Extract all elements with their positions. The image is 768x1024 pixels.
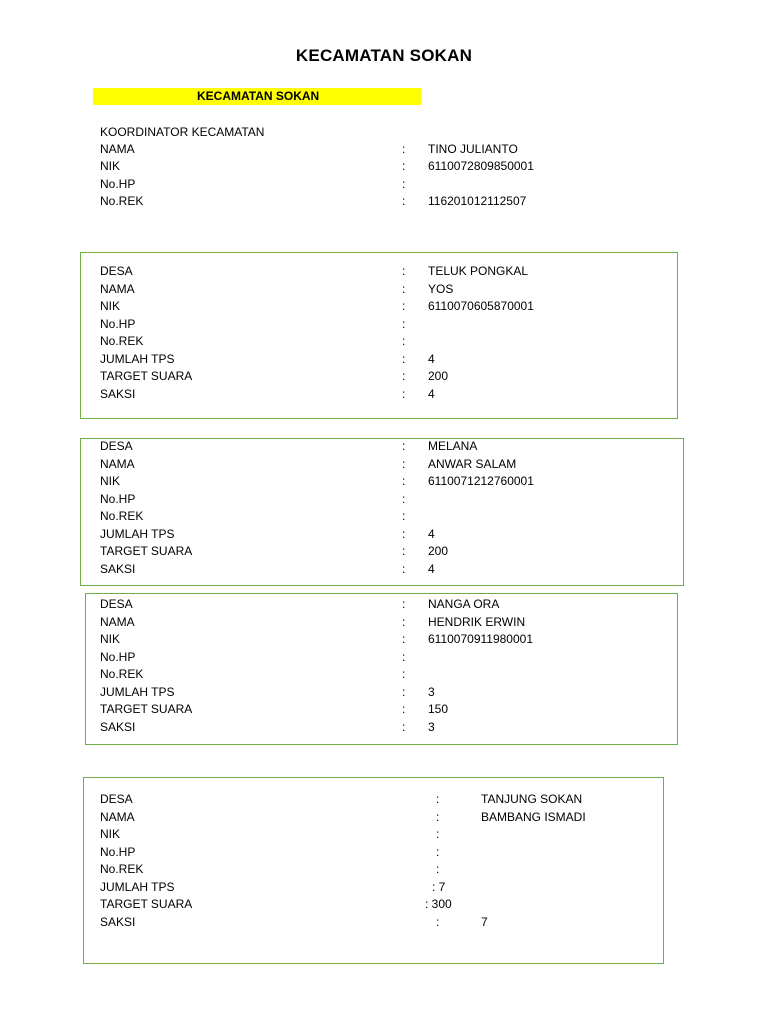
- row-value: 6110071212760001: [428, 474, 534, 488]
- row-label: No.HP: [100, 491, 136, 506]
- row-colon: :: [402, 194, 406, 208]
- village-1-row-desa: [100, 263, 700, 280]
- coordinator-row-nik: [100, 158, 700, 175]
- village-1-row-nama: [100, 281, 700, 298]
- row-value: MELANA: [428, 439, 478, 453]
- village-4-row-target-suara: [100, 896, 700, 913]
- row-colon: :: [402, 526, 406, 541]
- row-colon: :: [402, 264, 406, 278]
- row-value: 6110070605870001: [428, 299, 534, 313]
- row-label: TARGET SUARA: [100, 544, 193, 558]
- row-colon: :: [402, 632, 406, 646]
- row-colon: :: [436, 844, 440, 859]
- village-4-row-no-rek: [100, 861, 700, 878]
- row-colon: :: [402, 316, 406, 331]
- village-2-row-target-suara: [100, 543, 700, 560]
- village-1-row-target-suara: [100, 368, 700, 385]
- row-label: TARGET SUARA: [100, 897, 193, 911]
- row-label: NIK: [100, 632, 121, 646]
- row-colon: :: [402, 177, 406, 191]
- page-title: KECAMATAN SOKAN: [295, 46, 473, 65]
- coordinator-row-nama: [100, 141, 700, 158]
- row-label: SAKSI: [100, 914, 136, 929]
- row-label: DESA: [100, 439, 133, 453]
- row-value: TINO JULIANTO: [428, 142, 518, 156]
- row-label: SAKSI: [100, 386, 136, 401]
- row-label: NAMA: [100, 809, 135, 824]
- row-label: JUMLAH TPS: [100, 526, 175, 541]
- row-value: BAMBANG ISMADI: [481, 809, 586, 824]
- row-colon: :: [402, 369, 406, 383]
- village-4-row-jumlah-tps: [100, 879, 700, 896]
- row-colon: :: [402, 281, 406, 296]
- row-label: DESA: [100, 597, 133, 611]
- row-colon: :: [402, 561, 406, 576]
- row-label: JUMLAH TPS: [100, 879, 175, 894]
- row-colon: :: [402, 299, 406, 313]
- row-label: NIK: [100, 299, 121, 313]
- row-label: JUMLAH TPS: [100, 684, 175, 699]
- village-1-row-nik: [100, 298, 700, 315]
- row-colon: :: [402, 474, 406, 488]
- row-label: NAMA: [100, 142, 135, 156]
- row-value: 116201012112507: [428, 194, 527, 208]
- village-4-row-no-hp: [100, 844, 700, 861]
- row-label: NIK: [100, 827, 121, 841]
- row-colon: :: [402, 719, 406, 734]
- coordinator-heading: KOORDINATOR KECAMATAN: [100, 125, 265, 139]
- row-colon: :: [402, 159, 406, 173]
- village-2-row-nama: [100, 456, 700, 473]
- row-colon: : 7: [432, 879, 446, 894]
- row-label: NAMA: [100, 456, 135, 471]
- village-3-row-target-suara: [100, 701, 700, 718]
- row-value: 4: [428, 351, 435, 366]
- village-4-row-saksi: [100, 914, 700, 931]
- coordinator-row-rek: [100, 193, 700, 210]
- row-colon: :: [402, 491, 406, 506]
- row-colon: :: [402, 544, 406, 558]
- row-value: 3: [428, 719, 435, 734]
- row-colon: :: [402, 439, 406, 453]
- row-label: SAKSI: [100, 561, 136, 576]
- row-colon: :: [402, 597, 406, 611]
- village-3-row-saksi: [100, 719, 700, 736]
- village-3-row-nik: [100, 631, 700, 648]
- row-value: 4: [428, 561, 435, 576]
- row-label: DESA: [100, 264, 133, 278]
- row-colon: :: [402, 614, 406, 629]
- row-label: No.REK: [100, 667, 144, 681]
- village-3-row-desa: [100, 596, 700, 613]
- row-label: No.REK: [100, 509, 144, 523]
- village-2-row-saksi: [100, 561, 700, 578]
- row-colon: :: [402, 667, 406, 681]
- row-value: 6110070911980001: [428, 632, 533, 646]
- row-label: No.HP: [100, 649, 136, 664]
- village-3-row-no-rek: [100, 666, 700, 683]
- village-4-row-nama: [100, 809, 700, 826]
- row-label: DESA: [100, 792, 133, 806]
- row-label: NIK: [100, 474, 121, 488]
- village-3-row-jumlah-tps: [100, 684, 700, 701]
- row-colon: :: [402, 351, 406, 366]
- row-label: No.HP: [100, 316, 136, 331]
- village-1-row-jumlah-tps: [100, 351, 700, 368]
- row-colon: :: [436, 827, 440, 841]
- row-colon: :: [402, 649, 406, 664]
- row-value: 4: [428, 526, 435, 541]
- row-value: 150: [428, 702, 449, 716]
- row-label: NIK: [100, 159, 121, 173]
- row-colon: :: [436, 809, 440, 824]
- row-value: 3: [428, 684, 435, 699]
- banner-label: KECAMATAN SOKAN: [197, 89, 320, 103]
- row-colon: :: [436, 792, 440, 806]
- row-label: No.REK: [100, 334, 144, 348]
- row-value: 200: [428, 544, 449, 558]
- row-label: TARGET SUARA: [100, 702, 193, 716]
- village-1-row-no-hp: [100, 316, 700, 333]
- row-label: JUMLAH TPS: [100, 351, 175, 366]
- row-colon: : 300: [425, 897, 452, 911]
- village-2-row-no-hp: [100, 491, 700, 508]
- row-label: NAMA: [100, 281, 135, 296]
- row-value: HENDRIK ERWIN: [428, 614, 526, 629]
- village-1-row-saksi: [100, 386, 700, 403]
- row-label: No.HP: [100, 177, 136, 191]
- village-3-row-no-hp: [100, 649, 700, 666]
- row-colon: :: [436, 862, 440, 876]
- row-value: 6110072809850001: [428, 159, 534, 173]
- village-4-row-desa: [100, 791, 700, 808]
- row-label: No.REK: [100, 862, 144, 876]
- row-colon: :: [402, 334, 406, 348]
- row-colon: :: [402, 142, 406, 156]
- row-label: SAKSI: [100, 719, 136, 734]
- row-value: 200: [428, 369, 449, 383]
- village-2-row-jumlah-tps: [100, 526, 700, 543]
- row-value: TELUK PONGKAL: [428, 264, 529, 278]
- village-2-row-no-rek: [100, 508, 700, 525]
- row-value: ANWAR SALAM: [428, 456, 517, 471]
- village-1-row-no-rek: [100, 333, 700, 350]
- village-4-row-nik: [100, 826, 700, 843]
- row-value: 4: [428, 386, 435, 401]
- village-3-row-nama: [100, 614, 700, 631]
- row-value: TANJUNG SOKAN: [481, 792, 583, 806]
- row-value: NANGA ORA: [428, 597, 500, 611]
- row-label: NAMA: [100, 614, 135, 629]
- row-colon: :: [402, 456, 406, 471]
- village-2-row-desa: [100, 438, 700, 455]
- row-colon: :: [402, 386, 406, 401]
- row-label: TARGET SUARA: [100, 369, 193, 383]
- row-label: No.HP: [100, 844, 136, 859]
- row-colon: :: [402, 509, 406, 523]
- row-colon: :: [402, 684, 406, 699]
- coordinator-row-hp: [100, 176, 700, 193]
- village-2-row-nik: [100, 473, 700, 490]
- highlight-banner: [93, 88, 421, 105]
- row-value: YOS: [428, 281, 454, 296]
- row-colon: :: [402, 702, 406, 716]
- row-value: 7: [481, 914, 488, 929]
- row-label: No.REK: [100, 194, 144, 208]
- row-colon: :: [436, 914, 440, 929]
